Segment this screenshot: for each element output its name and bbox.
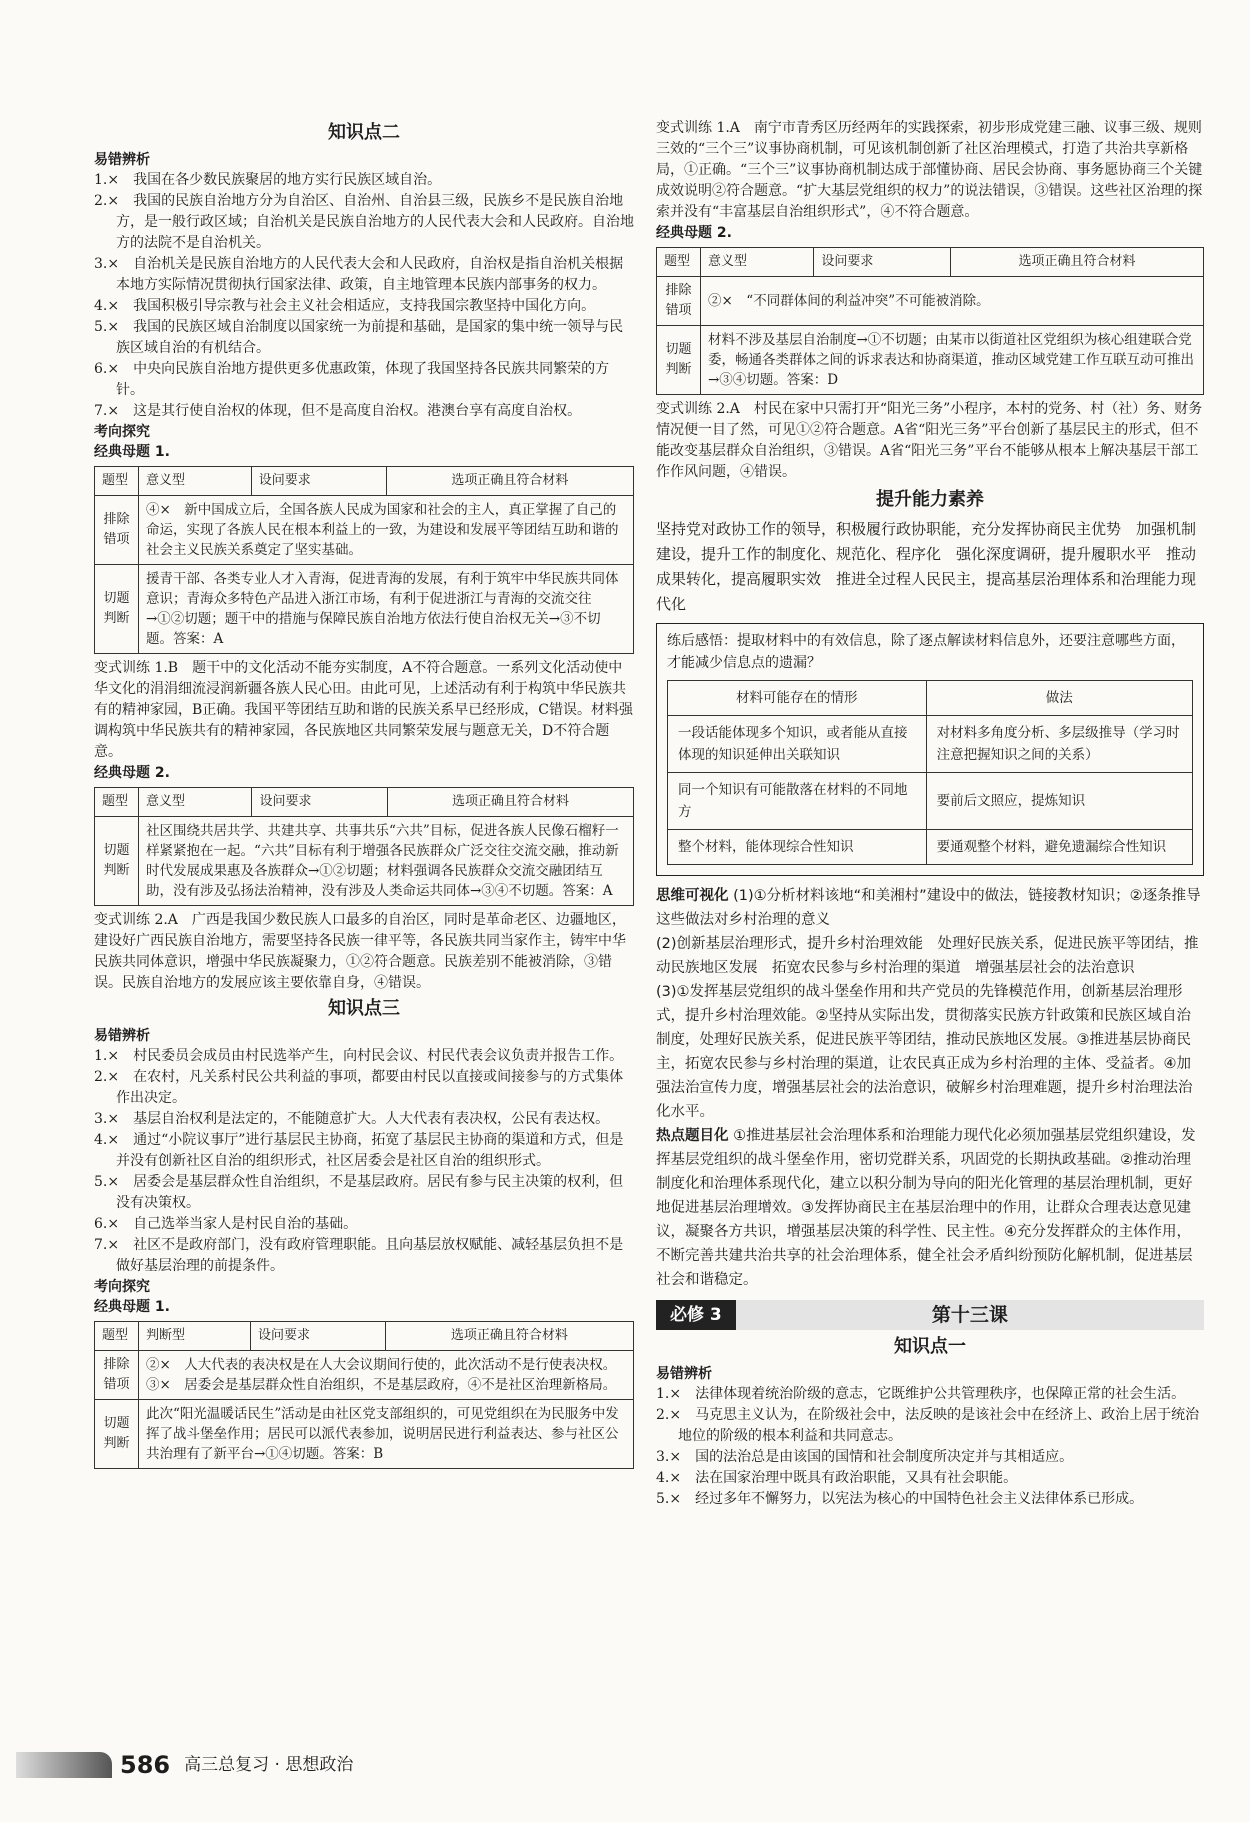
siwei-3: (3)①发挥基层党组织的战斗堡垒作用和共产党员的先锋模范作用，创新基层治理形式，提升乡村治理效能。②坚持从实际出发，贯彻落实民族方针政策和民族区域自治制度，处理好民族关系，促进民族平等团结，推动民族地区发展。③推进基层协商民主，拓宽农民参与乡村治理的渠道，让农民真正成为乡村治理的主体、受益者。④加强法治宣传力度，增强基层社会的法治意识，破解乡村治理难题，提升乡村治理法治化水平。 (656, 984, 1193, 1120)
table-header: 设问要求 (814, 248, 951, 277)
table-header: 设问要求 (251, 467, 386, 496)
kp1-yicuo: 易错辨析 (656, 1366, 712, 1382)
tip-cell: 一段话能体现多个知识，或者能从直接体现的知识延伸出关联知识 (668, 716, 927, 773)
tip-cell: 对材料多角度分析、多层级推导（学习时注意把握知识之间的关系） (926, 716, 1192, 773)
kp3-item: 6.× 自己选举当家人是村民自治的基础。 (94, 1216, 358, 1232)
table-cell: ②× “不同群体间的利益冲突”不可能被消除。 (701, 277, 1204, 326)
table-row-label: 排除错项 (95, 1351, 139, 1400)
kp3-item: 1.× 村民委员会成员由村民选举产生，向村民会议、村民代表会议负责并报告工作。 (94, 1048, 624, 1064)
lesson-banner (656, 1300, 1204, 1330)
footer-text: 高三总复习 · 思想政治 (184, 1755, 354, 1775)
table-header: 判断型 (139, 1322, 251, 1351)
table-header: 选项正确且符合材料 (385, 1322, 633, 1351)
table-header: 意义型 (139, 467, 252, 496)
table-cell: 援青干部、各类专业人才入青海，促进青海的发展，有利于筑牢中华民族共同体意识；青海众多特色产品进入浙江市场，有利于促进浙江与青海的交流交往→①②切题；题干中的措施与保障民族自治地方依法行使自治权无关→③不切题。答案：A (139, 565, 634, 654)
banner-left: 必修 3 (656, 1300, 736, 1330)
siwei-text: (1)①分析材料该地“和美湘村”建设中的做法，链接教材知识；②逐条推导这些做法对乡村治理的意义 (656, 888, 1201, 928)
kp1-item: 2.× 马克思主义认为，在阶级社会中，法反映的是该社会中在经济上、政治上居于统治地位的阶级的根本利益和共同意志。 (656, 1407, 1200, 1444)
kp2-title: 知识点二 (328, 122, 400, 143)
table-cell: 此次“阳光温暖话民生”活动是由社区党支部组织的，可见党组织在为民服务中发挥了战斗堡垒作用；居民可以派代表参加，说明居民进行利益表达、参与社区公共治理有了新平台→①④切题。答案：B (139, 1400, 634, 1469)
tip-table (667, 680, 1193, 865)
tip-cell: 整个材料，能体现综合性知识 (668, 830, 927, 865)
table-header: 选项正确且符合材料 (387, 788, 633, 817)
redian-text: ①推进基层社会治理体系和治理能力现代化必须加强基层党组织建设，发挥基层党组织的战斗堡垒作用，密切党群关系，巩固党的长期执政基础。②推动治理制度化和治理体系现代化，建立以积分制为导向的阳光化管理的基层治理机制，更好地促进基层治理增效。③发挥协商民主在基层治理中的作用，让群众合理表达意见建议，凝聚各方共识，增强基层决策的科学性、民主性。④充分发挥群众的主体作用，不断完善共建共治共享的社会治理体系，健全社会矛盾纠纷预防化解机制，促进基层社会和谐稳定。 (656, 1128, 1196, 1288)
table-row-label: 切题判断 (95, 1400, 139, 1469)
kp1-title: 知识点一 (894, 1336, 966, 1357)
table-row-label: 切题判断 (657, 326, 701, 395)
kp2-item: 6.× 中央向民族自治地方提供更多优惠政策，体现了我国坚持各民族共同繁荣的方针。 (94, 361, 610, 398)
table-row-label: 切题判断 (95, 817, 139, 906)
table-header: 意义型 (701, 248, 814, 277)
siwei-2: (2)创新基层治理形式，提升乡村治理效能 处理好民族关系，促进民族平等团结，推动民族地区发展 拓宽农民参与乡村治理的渠道 增强基层社会的法治意识 (656, 936, 1199, 976)
kp3-item: 7.× 社区不是政府部门，没有政府管理职能。且向基层放权赋能、减轻基层负担不是做好基层治理的前提条件。 (94, 1237, 624, 1274)
tip-header: 材料可能存在的情形 (668, 681, 927, 716)
table-row-label: 排除错项 (95, 496, 139, 565)
tip-box (656, 623, 1204, 876)
answer-table-1 (94, 466, 634, 654)
kp1-item: 4.× 法在国家治理中既具有政治职能，又具有社会职能。 (656, 1470, 1018, 1486)
kp3-title: 知识点三 (328, 998, 400, 1019)
kp2-kaoxiang: 考向探究 (94, 424, 150, 440)
table-row-label: 排除错项 (657, 277, 701, 326)
kp3-item: 4.× 通过“小院议事厅”进行基层民主协商，拓宽了基层民主协商的渠道和方式，但是并没有创新社区自治的组织形式，社区居委会是社区自治的组织形式。 (94, 1132, 624, 1169)
answer-table-4 (656, 247, 1204, 395)
kp1-item: 3.× 国的法治总是由该国的国情和社会制度所决定并与其相适应。 (656, 1449, 1074, 1465)
right-muti2: 经典母题 2. (656, 225, 732, 241)
kp3-muti1: 经典母题 1. (94, 1299, 170, 1315)
tip-header: 做法 (926, 681, 1192, 716)
kp2-item: 5.× 我国的民族区域自治制度以国家统一为前提和基础，是国家的集中统一领导与民族区域自治的有机结合。 (94, 319, 624, 356)
tip-question: 练后感悟：提取材料中的有效信息，除了逐点解读材料信息外，还要注意哪些方面，才能减少信息点的遗漏？ (667, 633, 1185, 671)
left-column (94, 118, 634, 1473)
kp2-item: 4.× 我国积极引导宗教与社会主义社会相适应，支持我国宗教坚持中国化方向。 (94, 298, 596, 314)
kp2-item: 2.× 我国的民族自治地方分为自治区、自治州、自治县三级，民族乡不是民族自治地方，是一般行政区域；自治机关是民族自治地方的人民代表大会和人民政府。自治地方的法院不是自治机关。 (94, 193, 634, 251)
table-cell: ④× 新中国成立后，全国各族人民成为国家和社会的主人，真正掌握了自己的命运，实现了各族人民在根本利益上的一致，为建设和发展平等团结互助和谐的社会主义民族关系奠定了坚实基础。 (139, 496, 634, 565)
table-header: 题型 (657, 248, 701, 277)
table-header: 题型 (95, 788, 139, 817)
page-footer (16, 1752, 353, 1778)
kp2-item: 7.× 这是其行使自治权的体现，但不是高度自治权。港澳台享有高度自治权。 (94, 403, 582, 419)
kp3-item: 3.× 基层自治权利是法定的，不能随意扩大。人大代表有表决权，公民有表达权。 (94, 1111, 610, 1127)
kp3-kaoxiang: 考向探究 (94, 1279, 150, 1295)
redian-label: 热点题目化 (656, 1128, 729, 1144)
bianshi-1: 变式训练 1.B 题干中的文化活动不能夯实制度，A不符合题意。一系列文化活动使中华文化的涓涓细流浸润新疆各族人民心田。由此可见，上述活动有利于构筑中华民族共有的精神家园，B正确。我国平等团结互助和谐的民族关系早已经形成，C错误。材料强调构筑中华民族共有的精神家园，各民族地区共同繁荣发展与题意无关，D不符合题意。 (94, 660, 633, 760)
table-header: 设问要求 (252, 788, 388, 817)
table-header: 题型 (95, 1322, 139, 1351)
siwei-block (656, 884, 1204, 932)
table-header: 意义型 (139, 788, 252, 817)
answer-table-2 (94, 787, 634, 906)
tisheng-title: 提升能力素养 (876, 489, 984, 510)
kp3-item: 2.× 在农村，凡关系村民公共利益的事项，都要由村民以直接或间接参与的方式集体作出决定。 (94, 1069, 624, 1106)
kp2-item: 3.× 自治机关是民族自治地方的人民代表大会和人民政府，自治权是指自治机关根据本地方实际情况贯彻执行国家法律、政策，自主地管理本民族内部事务的权力。 (94, 256, 624, 293)
kp2-muti2: 经典母题 2. (94, 765, 170, 781)
table-header: 选项正确且符合材料 (950, 248, 1203, 277)
kp2-yicuo: 易错辨析 (94, 152, 150, 168)
table-row-label: 切题判断 (95, 565, 139, 654)
kp3-item: 5.× 居委会是基层群众性自治组织，不是基层政府。居民有参与民主决策的权利，但没有决策权。 (94, 1174, 624, 1211)
kp1-item: 5.× 经过多年不懈努力，以宪法为核心的中国特色社会主义法律体系已形成。 (656, 1491, 1144, 1507)
answer-table-3 (94, 1321, 634, 1469)
siwei-label: 思维可视化 (656, 888, 729, 904)
tisheng-text: 坚持党对政协工作的领导，积极履行政协职能，充分发挥协商民主优势 加强机制建设，提升工作的制度化、规范化、程序化 强化深度调研，提升履职水平 推动成果转化，提高履职实效 推进全过程人民民主，提高基层治理体系和治理能力现代化 (656, 520, 1197, 613)
tip-cell: 同一个知识有可能散落在材料的不同地方 (668, 773, 927, 830)
kp2-muti1: 经典母题 1. (94, 444, 170, 460)
kp2-item: 1.× 我国在各少数民族聚居的地方实行民族区域自治。 (94, 172, 442, 188)
bianshi-top: 变式训练 1.A 南宁市青秀区历经两年的实践探索，初步形成党建三融、议事三级、规则三效的“三个三”议事协商机制，可见该机制创新了社区治理模式，打造了共治共享新格局，①正确。“三个三”议事协商机制达成于部懂协商、居民会协商、事务愿协商三个关键成效说明②符合题意。“扩大基层党组织的权力”的说法错误，③错误。这些社区治理的探索并没有“丰富基层自治组织形式”，④不符合题意。 (656, 120, 1203, 220)
bianshi-2-right: 变式训练 2.A 村民在家中只需打开“阳光三务”小程序，本村的党务、村（社）务、财务情况便一目了然，可见①②符合题意。A省“阳光三务”平台创新了基层民主的形式，但不能改变基层群众自治组织，③错误。A省“阳光三务”平台不能够从根本上解决基层干部工作作风问题，④错误。 (656, 401, 1203, 480)
footer-bar (16, 1752, 112, 1778)
table-cell: ②× 人大代表的表决权是在人大会议期间行使的，此次活动不是行使表决权。③× 居委会是基层群众性自治组织，不是基层政府，④不是社区治理新格局。 (139, 1351, 634, 1400)
redian-block (656, 1124, 1204, 1292)
bianshi-2: 变式训练 2.A 广西是我国少数民族人口最多的自治区，同时是革命老区、边疆地区，建设好广西民族自治地方，需要坚持各民族一律平等，各民族共同当家作主，铸牢中华民族共同体意识，增强中华民族凝聚力，①②符合题意。民族差别不能被消除，③错误。民族自治地方的发展应该主要依靠自身，④错误。 (94, 912, 626, 991)
table-header: 设问要求 (251, 1322, 386, 1351)
tip-cell: 要前后文照应，提炼知识 (926, 773, 1192, 830)
banner-center: 第十三课 (931, 1304, 1008, 1326)
table-header: 题型 (95, 467, 139, 496)
tip-cell: 要通观整个材料，避免遗漏综合性知识 (926, 830, 1192, 865)
table-cell: 社区围绕共居共学、共建共享、共事共乐“六共”目标，促进各族人民像石榴籽一样紧紧抱在一起。“六共”目标有利于增强各民族群众广泛交往交流交融，推动新时代发展成果惠及各族群众→①②切题；材料强调各民族群众交流交融团结互助，没有涉及弘扬法治精神，没有涉及人类命运共同体→③④不切题。答案：A (139, 817, 634, 906)
table-header: 选项正确且符合材料 (386, 467, 633, 496)
kp3-yicuo: 易错辨析 (94, 1028, 150, 1044)
page-number: 586 (120, 1751, 171, 1779)
kp1-item: 1.× 法律体现着统治阶级的意志，它既维护公共管理秩序，也保障正常的社会生活。 (656, 1386, 1186, 1402)
right-column (656, 118, 1204, 1510)
table-cell: 材料不涉及基层自治制度→①不切题；由某市以街道社区党组织为核心组建联合党委，畅通各类群体之间的诉求表达和协商渠道，推动区域党建工作互联互动可推出→③④切题。答案：D (701, 326, 1204, 395)
